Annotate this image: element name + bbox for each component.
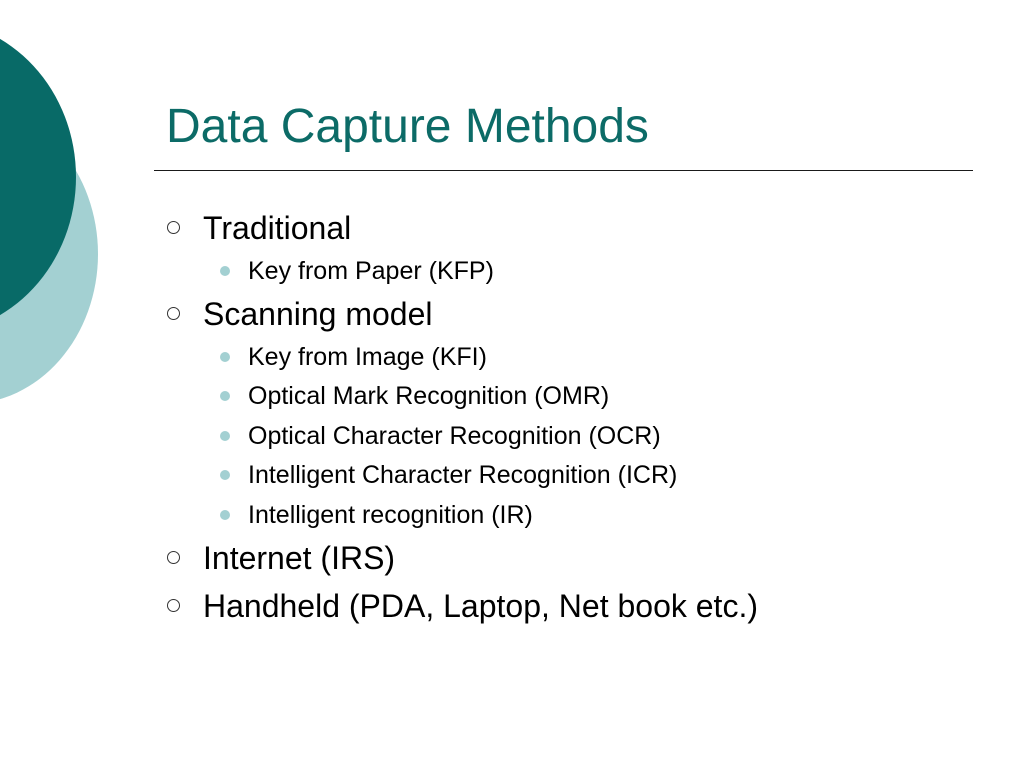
sub-bullet-text: Intelligent recognition (IR) xyxy=(248,501,533,529)
slide-title: Data Capture Methods xyxy=(166,100,649,153)
ring-bullet-icon xyxy=(167,551,180,564)
dot-bullet-icon xyxy=(220,352,230,362)
sub-bullet-item xyxy=(248,499,533,531)
sub-bullet-text: Optical Mark Recognition (OMR) xyxy=(248,382,610,410)
bullet-item xyxy=(203,294,432,334)
sub-bullet-text: Key from Paper (KFP) xyxy=(248,257,494,285)
sub-bullet-item xyxy=(248,459,677,491)
sub-bullet-item xyxy=(248,341,487,373)
dot-bullet-icon xyxy=(220,510,230,520)
bullet-item xyxy=(203,208,351,248)
bullet-text: Internet (IRS) xyxy=(203,540,396,576)
bullet-text: Scanning model xyxy=(203,296,433,332)
bullet-text: Traditional xyxy=(203,210,352,246)
ring-bullet-icon xyxy=(167,221,180,234)
bullet-item xyxy=(203,586,758,626)
bullet-item xyxy=(203,538,395,578)
dot-bullet-icon xyxy=(220,266,230,276)
sub-bullet-text: Optical Character Recognition (OCR) xyxy=(248,422,661,450)
sub-bullet-item xyxy=(248,255,494,287)
dot-bullet-icon xyxy=(220,431,230,441)
sub-bullet-text: Intelligent Character Recognition (ICR) xyxy=(248,461,678,489)
sub-bullet-item xyxy=(248,380,609,412)
bullet-text: Handheld (PDA, Laptop, Net book etc.) xyxy=(203,588,758,624)
sub-bullet-item xyxy=(248,420,661,452)
ring-bullet-icon xyxy=(167,599,180,612)
sub-bullet-text: Key from Image (KFI) xyxy=(248,343,487,371)
dot-bullet-icon xyxy=(220,470,230,480)
dot-bullet-icon xyxy=(220,391,230,401)
ring-bullet-icon xyxy=(167,307,180,320)
